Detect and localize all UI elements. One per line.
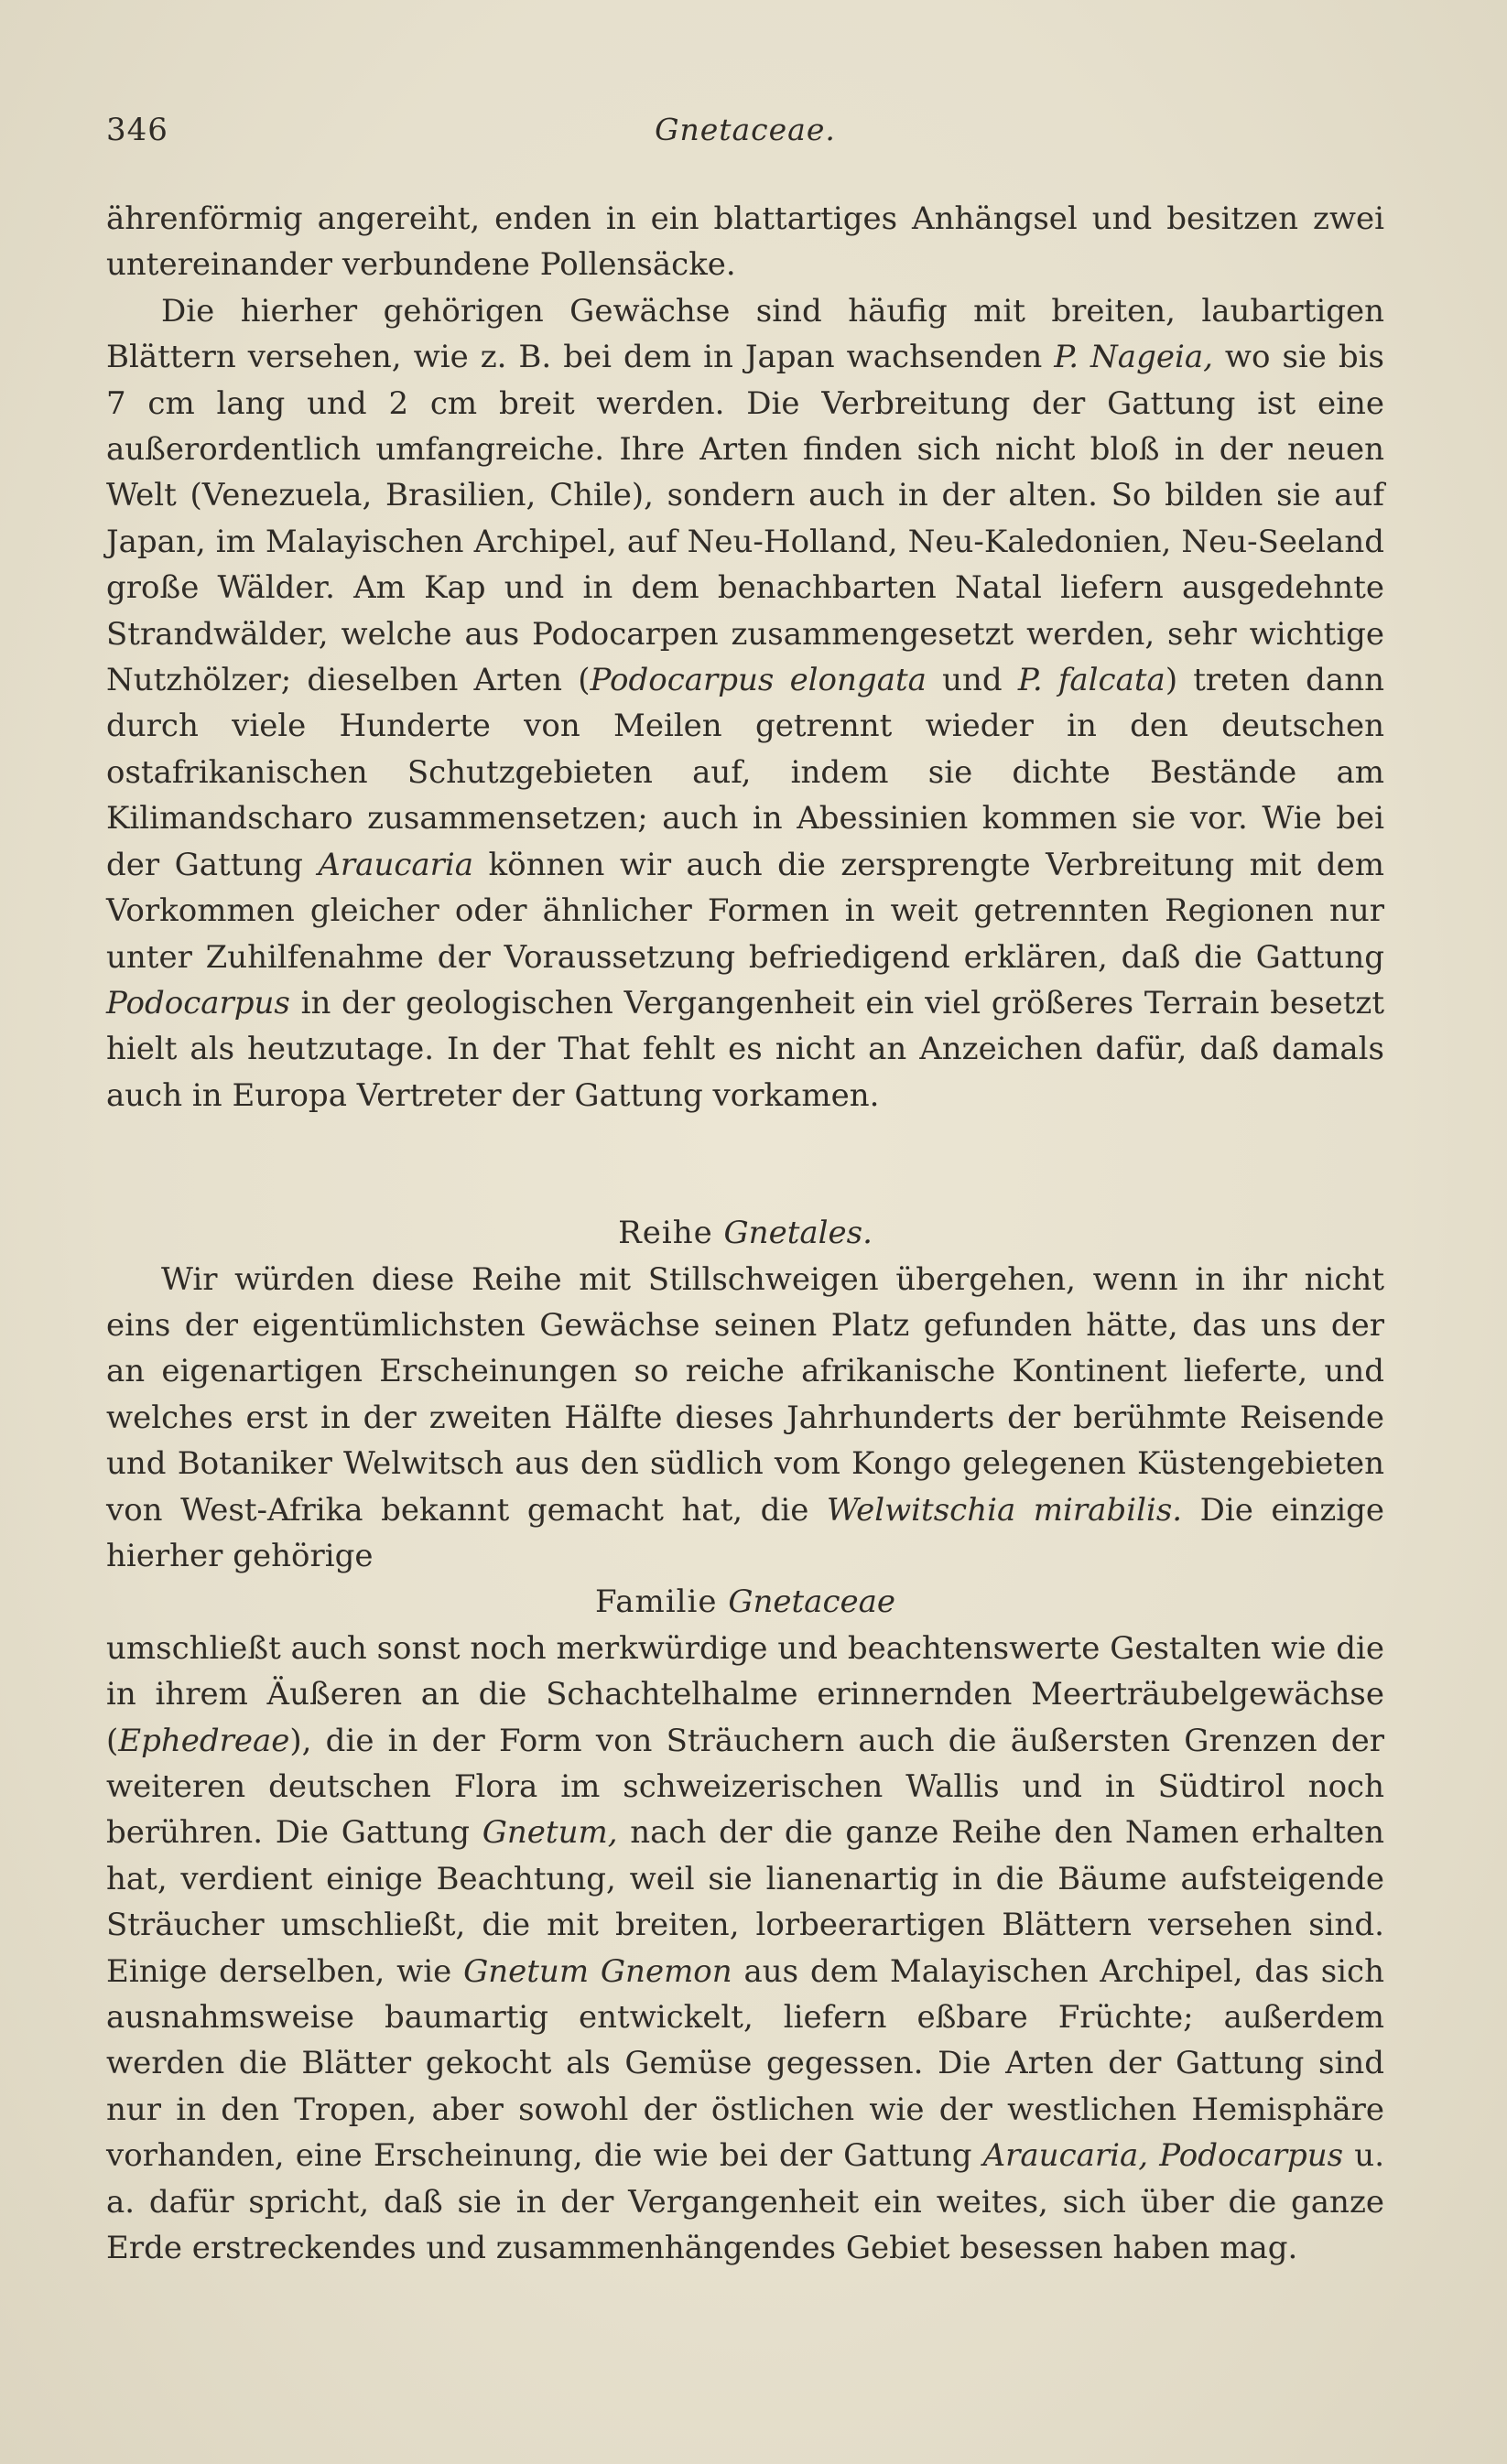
paragraph-text: ährenförmig angereiht, enden in ein blattartiges Anhängsel und besitzen zwei untereinander verbundene Pollensäcke. <box>106 200 1384 284</box>
section-heading-reihe <box>106 1210 1384 1256</box>
page-header <box>106 112 1384 157</box>
heading-taxon: Gnetales. <box>723 1215 873 1252</box>
page-number: 346 <box>106 112 168 148</box>
text-run: und <box>926 662 1018 699</box>
heading-prefix: Reihe <box>618 1215 724 1252</box>
text-run: können wir auch die zersprengte Verbreitung mit dem Vorkommen gleicher oder ähnlicher Formen in weit getrennten Regionen nur unter Zuhilfenahme der Voraussetzung befriedigend erklären, daß die Gattung <box>106 846 1384 976</box>
species-name: Welwitschia mirabilis. <box>826 1491 1183 1529</box>
section-heading-familie <box>106 1579 1384 1625</box>
heading-prefix: Familie <box>594 1583 729 1621</box>
text-run: in der geologischen Vergangenheit ein viel größeres Terrain besetzt hielt als heutzutage. In der That fehlt es nicht an Anzeichen dafür, daß damals auch in Europa Vertreter der Gattung vorkamen. <box>106 984 1384 1114</box>
genus-name: Araucaria, Podocarpus <box>982 2137 1344 2175</box>
running-title: Gnetaceae. <box>655 112 836 147</box>
paragraph-podocarpus-distribution <box>106 288 1384 1119</box>
species-name: P. Nageia, <box>1054 339 1213 376</box>
paragraph-gnetales <box>106 1257 1384 1580</box>
text-run: wo sie bis 7 cm lang und 2 cm breit werden. Die Verbreitung der Gattung ist eine außerordentlich umfangreiche. Ihre Arten finden sich nicht bloß in der neuen Welt (Venezuela, Brasilien, Chile), sondern auch in der alten. So bilden sie auf Japan, im Malayischen Archipel, auf Neu-Holland, Neu-Kaledonien, Neu-Seeland große Wälder. Am Kap und in dem benachbarten Natal liefern ausgedehnte Strandwälder, welche aus Podocarpen zusammengesetzt werden, sehr wichtige Nutzhölzer; dieselben Arten ( <box>106 339 1385 699</box>
genus-name: Gnetum, <box>482 1814 618 1852</box>
genus-name: Podocarpus <box>106 984 290 1021</box>
paragraph-continuation <box>106 196 1384 288</box>
text-run: umschließt auch sonst noch merkwürdige und beachtenswerte Gestalten wie die in ihrem Äußeren an die Schachtelhalme erinnernden Meerträubelgewächse ( <box>106 1629 1384 1759</box>
species-name: Gnetum Gnemon <box>463 1952 732 1990</box>
species-name: P. falcata <box>1017 662 1165 699</box>
genus-name: Araucaria <box>318 846 474 883</box>
text-run: nach der die ganze Reihe den Namen erhalten hat, verdient einige Beachtung, weil sie lianenartig in die Bäume aufsteigende Sträucher umschließt, die mit breiten, lorbeerartigen Blättern versehen sind. Einige derselben, wie <box>106 1814 1384 1990</box>
taxon-name: Ephedreae <box>118 1722 290 1759</box>
text-run: aus dem Malayischen Archipel, das sich ausnahmsweise baumartig entwickelt, liefern eßbare Früchte; außerdem werden die Blätter gekocht als Gemüse gegessen. Die Arten der Gattung sind nur in den Tropen, aber sowohl der östlichen wie der westlichen Hemisphäre vorhanden, eine Erscheinung, die wie bei der Gattung <box>106 1952 1384 2175</box>
heading-taxon: Gnetaceae <box>728 1583 896 1621</box>
page-body <box>106 196 1384 2271</box>
text-run: ), die in der Form von Sträuchern auch die äußersten Grenzen der weiteren deutschen Flora im schweizerischen Wallis und in Südtirol noch berühren. Die Gattung <box>106 1722 1384 1852</box>
text-run: ) treten dann durch viele Hunderte von Meilen getrennt wieder in den deutschen ostafrikanischen Schutzgebieten auf, indem sie dichte Bestände am Kilimandscharo zusammensetzen; auch in Abessinien kommen sie vor. Wie bei der Gattung <box>106 662 1384 883</box>
paragraph-gnetaceae <box>106 1626 1384 2272</box>
section-spacer <box>106 1119 1384 1210</box>
text-run: u. a. dafür spricht, daß sie in der Vergangenheit ein weites, sich über die ganze Erde erstreckendes und zusammenhängendes Gebiet besessen haben mag. <box>106 2137 1384 2267</box>
text-run: Die hierher gehörigen Gewächse sind häufig mit breiten, laubartigen Blättern versehen, wie z. B. bei dem in Japan wachsenden <box>106 292 1384 376</box>
species-name: Podocarpus elongata <box>590 662 927 699</box>
text-run: Wir würden diese Reihe mit Stillschweigen übergehen, wenn in ihr nicht eins der eigentümlichsten Gewächse seinen Platz gefunden hätte, das uns der an eigenartigen Erscheinungen so reiche afrikanische Kontinent lieferte, und welches erst in der zweiten Hälfte dieses Jahrhunderts der berühmte Reisende und Botaniker Welwitsch aus den südlich vom Kongo gelegenen Küstengebieten von West-Afrika bekannt gemacht hat, die <box>106 1260 1384 1529</box>
text-run: Die einzige hierher gehörige <box>106 1491 1384 1574</box>
